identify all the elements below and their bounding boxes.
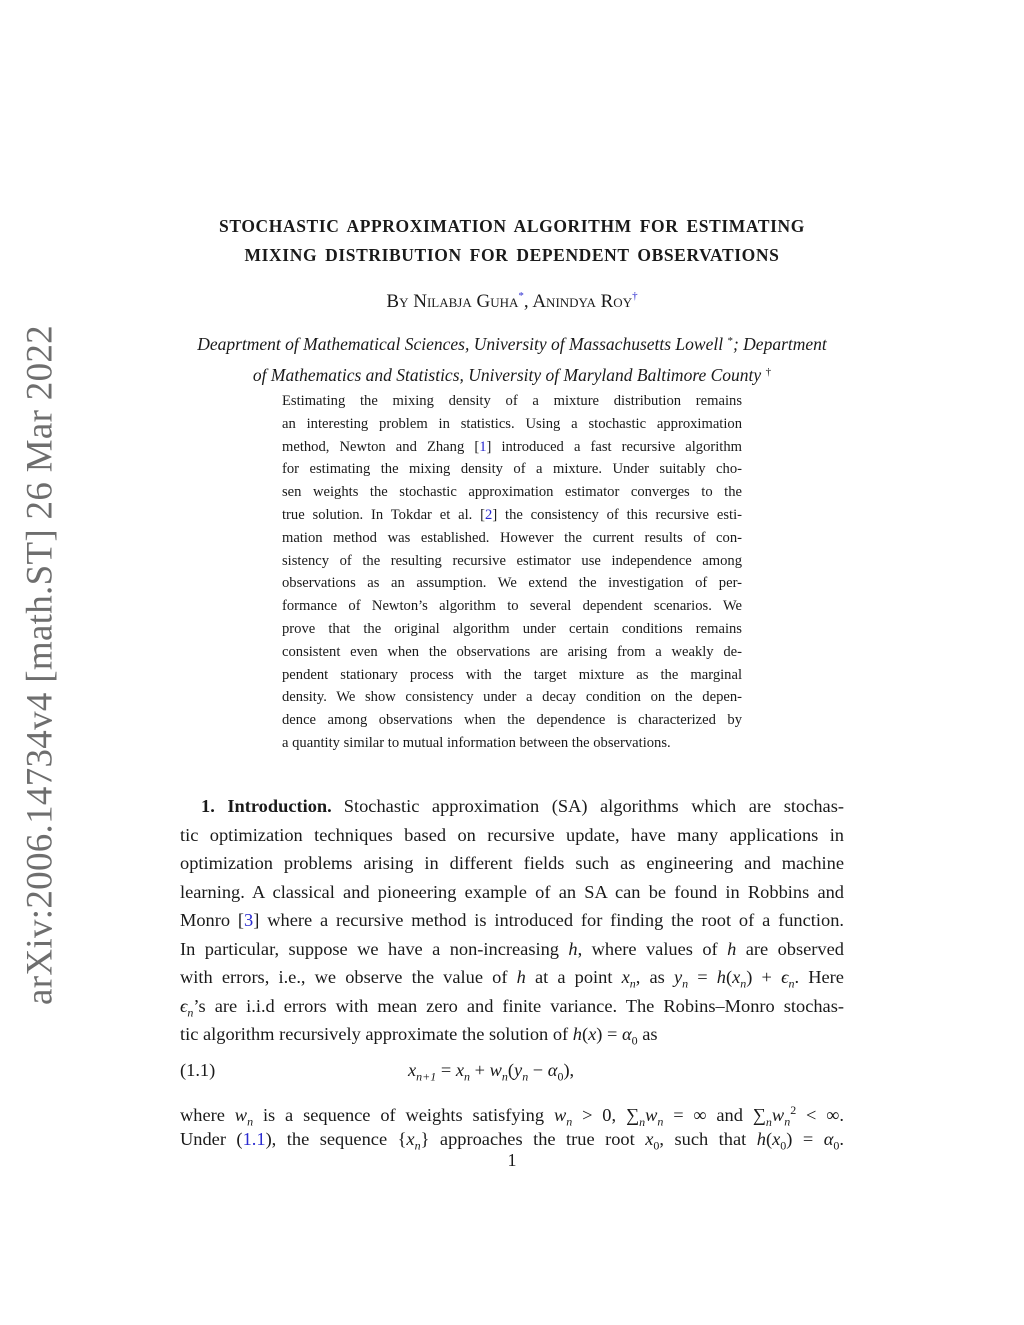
intro-line: tic optimization techniques based on recursive update, have many applications in bbox=[180, 824, 844, 845]
author-guha: Nilabja Guha bbox=[413, 291, 519, 312]
page-number: 1 bbox=[507, 1150, 517, 1170]
title-line-1: STOCHASTIC APPROXIMATION ALGORITHM FOR ESTIMATING bbox=[219, 216, 805, 236]
body-text: , such that bbox=[659, 1128, 747, 1149]
intro-text: ’s are i.i.d errors with mean zero and finite variance. The Robins–Monro stochas- bbox=[193, 995, 844, 1016]
arxiv-identifier: arXiv:2006.14734v4 [math.ST] 26 Mar 2022 bbox=[19, 325, 61, 1005]
intro-text: tic algorithm recursively approximate the solution of bbox=[180, 1024, 569, 1044]
body-text: Under ( bbox=[180, 1128, 243, 1149]
equation-1-1 bbox=[180, 1060, 844, 1088]
equation-body: $x_{n+1} = x_n + w_n(y_n - \alpha_0)$, bbox=[408, 1060, 575, 1084]
affiliation-umass: Deaprtment of Mathematical Sciences, University of Massachusetts Lowell bbox=[197, 334, 724, 354]
equation-ref-link[interactable]: 1.1 bbox=[242, 1128, 266, 1149]
abstract-line: sen weights the stochastic approximation estimator converges to the bbox=[282, 484, 742, 501]
abstract-line: prove that the original algorithm under certain conditions remains bbox=[282, 620, 742, 637]
intro-text: ] where a recursive method is introduced for finding the root of a function. bbox=[253, 910, 844, 930]
abstract-text: true solution. In Tokdar et al. [ bbox=[282, 506, 486, 523]
intro-text: at a point bbox=[534, 967, 613, 987]
paper-title bbox=[180, 212, 844, 270]
abstract-line bbox=[282, 504, 742, 527]
body-text: where bbox=[180, 1105, 225, 1126]
author-mark-1[interactable]: * bbox=[518, 290, 524, 302]
affiliation-umbc: of Mathematics and Statistics, University of Maryland Baltimore County bbox=[252, 365, 762, 385]
intro-text: . Here bbox=[794, 967, 844, 987]
abstract-line: for estimating the mixing density of a mixture. Under suitably cho- bbox=[282, 461, 742, 478]
abstract-line: density. We show consistency under a decay condition on the depen- bbox=[282, 689, 742, 706]
intro-text: , as bbox=[635, 967, 665, 987]
affiliation-line-1-tail: ; Department bbox=[732, 334, 827, 354]
author-separator: , bbox=[523, 291, 529, 312]
intro-text: , where values of bbox=[577, 938, 718, 959]
affiliations bbox=[170, 327, 854, 389]
body-text: ), the sequence bbox=[265, 1128, 388, 1149]
abstract-line bbox=[282, 436, 742, 459]
equation-number: (1.1) bbox=[180, 1060, 216, 1080]
abstract-line: consistent even when the observations are arising from a weakly de- bbox=[282, 643, 742, 660]
intro-text: In particular, suppose we have a non-increasing bbox=[180, 938, 559, 959]
body-line: Under (1.1), the sequence $\{x_n\}$ approaches the true root $x_0$, such that $h(x_0) = \alpha_0$. bbox=[180, 1128, 844, 1153]
by-prefix: By bbox=[386, 291, 409, 312]
intro-line: In particular, suppose we have a non-increasing h, where values of h are observed bbox=[180, 938, 844, 959]
abstract-line: sistency of the resulting recursive estimator use independence among bbox=[282, 552, 742, 569]
intro-text: Stochastic approximation (SA) algorithms which are stochas- bbox=[343, 796, 844, 816]
abstract-line: pendent stationary process with the target mixture as the marginal bbox=[282, 666, 742, 683]
author-roy: Anindya Roy bbox=[532, 291, 633, 312]
abstract-line: an interesting problem in statistics. Using a stochastic approximation bbox=[282, 415, 742, 432]
intro-text: with errors, i.e., we observe the value of bbox=[180, 967, 508, 987]
abstract-line: formance of Newton’s algorithm to several dependent scenarios. We bbox=[282, 598, 742, 615]
body-text: approaches the true root bbox=[439, 1128, 635, 1149]
abstract-text: method, Newton and Zhang [ bbox=[282, 438, 480, 455]
abstract bbox=[282, 390, 742, 755]
intro-text: are observed bbox=[745, 938, 844, 959]
intro-text: Monro [ bbox=[180, 910, 245, 930]
abstract-line: mation method was established. However the current results of con- bbox=[282, 529, 742, 546]
intro-line: learning. A classical and pioneering example of an SA can be found in Robbins and bbox=[180, 881, 844, 902]
abstract-line: observations as an assumption. We extend the investigation of per- bbox=[282, 575, 742, 592]
abstract-line: a quantity similar to mutual information between the observations. bbox=[282, 734, 671, 751]
citation-link-3[interactable]: 3 bbox=[244, 910, 254, 930]
author-mark-2[interactable]: † bbox=[632, 290, 638, 302]
abstract-text: ] introduced a fast recursive algorithm bbox=[486, 438, 742, 455]
intro-line: optimization problems arising in different fields such as engineering and machine bbox=[180, 853, 844, 873]
citation-link-2[interactable]: 2 bbox=[485, 506, 493, 523]
body-text: and bbox=[716, 1105, 743, 1126]
affiliation-mark-1: * bbox=[727, 335, 733, 347]
citation-link-1[interactable]: 1 bbox=[479, 438, 487, 455]
title-line-2: MIXING DISTRIBUTION FOR DEPENDENT OBSERVATIONS bbox=[244, 245, 780, 265]
affiliation-line-1 bbox=[170, 327, 854, 358]
post-equation-text bbox=[180, 1096, 844, 1153]
author-line bbox=[180, 290, 844, 313]
intro-line: with errors, i.e., we observe the value of h at a point $x_n$, as $y_n = h(x_n) + \epsilon_n$. Here bbox=[180, 967, 844, 991]
intro-line: tic algorithm recursively approximate the solution of $h(x) = \alpha_0$ as bbox=[180, 1024, 658, 1048]
introduction-section bbox=[180, 792, 844, 1049]
intro-line: $\epsilon_n’s$ are i.i.d errors with mean zero and finite variance. The Robins–Monro stochas- bbox=[180, 995, 844, 1020]
affiliation-mark-2: † bbox=[765, 366, 772, 378]
intro-line bbox=[180, 792, 844, 821]
intro-text: as bbox=[642, 1024, 658, 1044]
abstract-text: ] the consistency of this recursive esti- bbox=[492, 506, 742, 523]
affiliation-line-2 bbox=[170, 358, 854, 389]
intro-line bbox=[180, 906, 844, 935]
body-line: where $w_n$ is a sequence of weights satisfying $w_n > 0$, $\sum_nw_n$ = ∞ and $\sum_nw_n^2$ < ∞. bbox=[180, 1103, 844, 1129]
abstract-line: dence among observations when the dependence is characterized by bbox=[282, 712, 742, 729]
section-heading: 1. Introduction. bbox=[201, 796, 332, 816]
abstract-line: Estimating the mixing density of a mixture distribution remains bbox=[282, 393, 742, 409]
body-text: is a sequence of weights satisfying bbox=[262, 1105, 545, 1126]
